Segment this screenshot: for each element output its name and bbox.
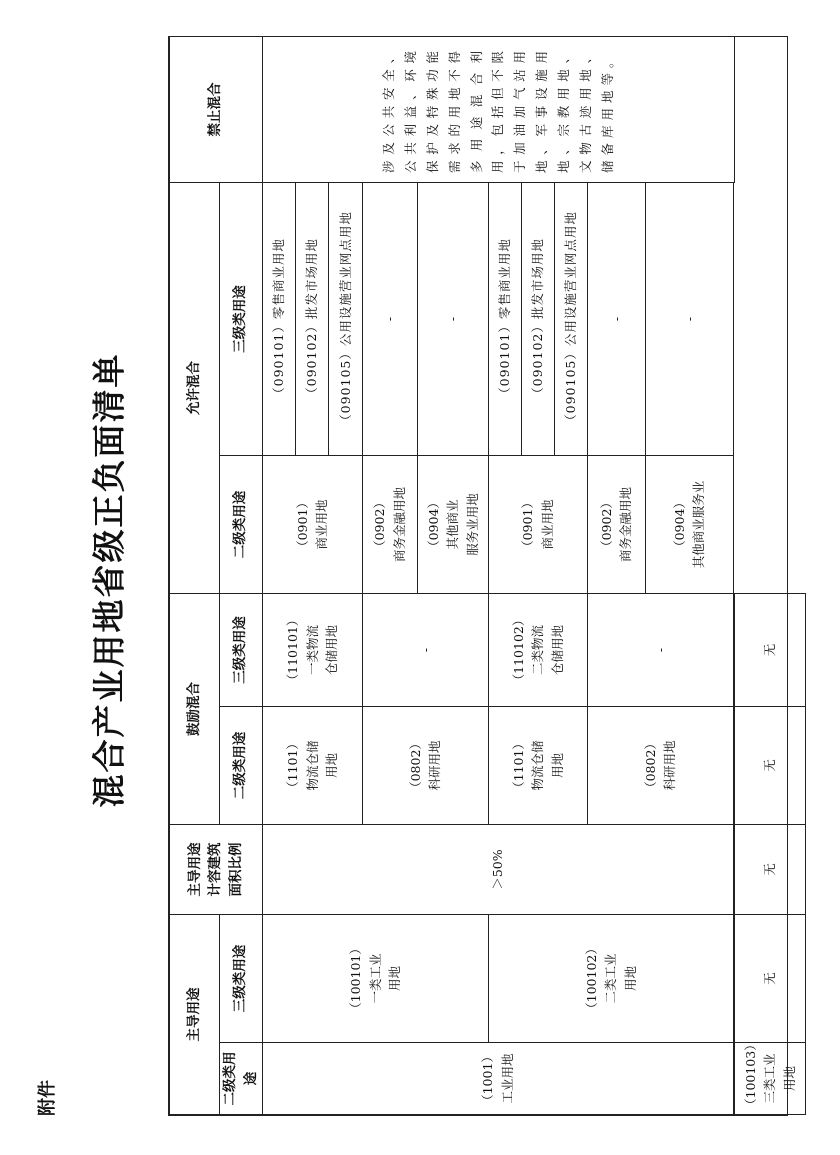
g3-allow-level3: 无 [734,594,805,707]
g2-allow-level3-a-2: （090102）批发市场用地 [521,183,554,456]
g2-enc-level2-b: （0802） 科研用地 [587,707,733,825]
header-allow-level2: 二级类用途 [220,456,263,594]
land-use-grid [169,36,806,1115]
g1-allow-level2-a: （0901） 商业用地 [262,456,362,594]
g1-allow-level3-a-2: （090102）批发市场用地 [295,183,328,456]
header-enc-level2: 二级类用途 [220,707,263,825]
header-enc-level3: 三级类用途 [220,594,263,707]
header-allow: 允许混合 [170,183,220,594]
header-main-level3: 三级类用途 [220,915,263,1043]
main-level2-cell: （1001） 工业用地 [262,1043,733,1115]
g3-allow-level2: 无 [734,707,805,825]
g1-allow-level2-c: （0904） 其他商业 服务业用地 [417,456,488,594]
g2-allow-level3-a-1: （090101）零售商业用地 [488,183,521,456]
g2-enc-level2-a: （1101） 物流仓储 用地 [488,707,587,825]
ratio-cell: ＞50% [262,825,733,915]
header-main-level2: 二级类用途 [220,1043,263,1115]
g1-enc-level3-a: （110101） 一类物流 仓储用地 [262,594,362,707]
attachment-label: 附件 [37,1080,58,1116]
g1-enc-level2-a: （1101） 物流仓储 用地 [262,707,362,825]
g1-allow-level3-a-3: （090105）公用设施营业网点用地 [328,183,362,456]
main-level3-cell-1: （100101） 一类工业 用地 [262,915,488,1043]
land-use-table [168,36,797,1116]
g2-allow-level2-b: （0902） 商务金融用地 [587,456,645,594]
header-encourage: 鼓励混合 [170,594,220,825]
g2-allow-level3-c: - [645,183,733,456]
g1-enc-level3-b: - [362,594,488,707]
g3-enc-level2: 无 [734,915,805,1043]
main-level3-cell-3: （100103） 三类工业 用地 [734,1043,805,1115]
g2-allow-level2-c: （0904） 其他商业服务业 [645,456,733,594]
document-title: 混合产业用地省级正负面清单 [89,352,129,808]
header-main-use: 主导用途 [170,915,220,1115]
header-allow-level3: 三级类用途 [220,183,263,456]
g2-allow-level3-a-3: （090105）公用设施营业网点用地 [554,183,587,456]
header-ratio: 主导用途 计容建筑 面积比例 [170,825,263,915]
g1-allow-level3-a-1: （090101）零售商业用地 [262,183,295,456]
g2-enc-level3-b: - [587,594,733,707]
g3-enc-level3: 无 [734,825,805,915]
g2-enc-level3-a: （110102） 二类物流 仓储用地 [488,594,587,707]
header-prohibit: 禁止混合 [170,37,263,183]
g1-allow-level3-c: - [417,183,488,456]
g1-enc-level2-b: （0802） 科研用地 [362,707,488,825]
g2-allow-level2-a: （0901） 商业用地 [488,456,587,594]
g1-allow-level2-b: （0902） 商务金融用地 [362,456,417,594]
g1-allow-level3-b: - [362,183,417,456]
prohibit-cell: 涉及公共安全、公共利益、环境保护及特殊功能需求的用地不得多用途混合利用，包括但不限于加油加气站用地、军事设施用地、宗教用地、文物古迹用地、储备库用地等。 [262,37,734,183]
g2-allow-level3-b: - [587,183,645,456]
main-level3-cell-2: （100102） 二类工业 用地 [488,915,733,1043]
